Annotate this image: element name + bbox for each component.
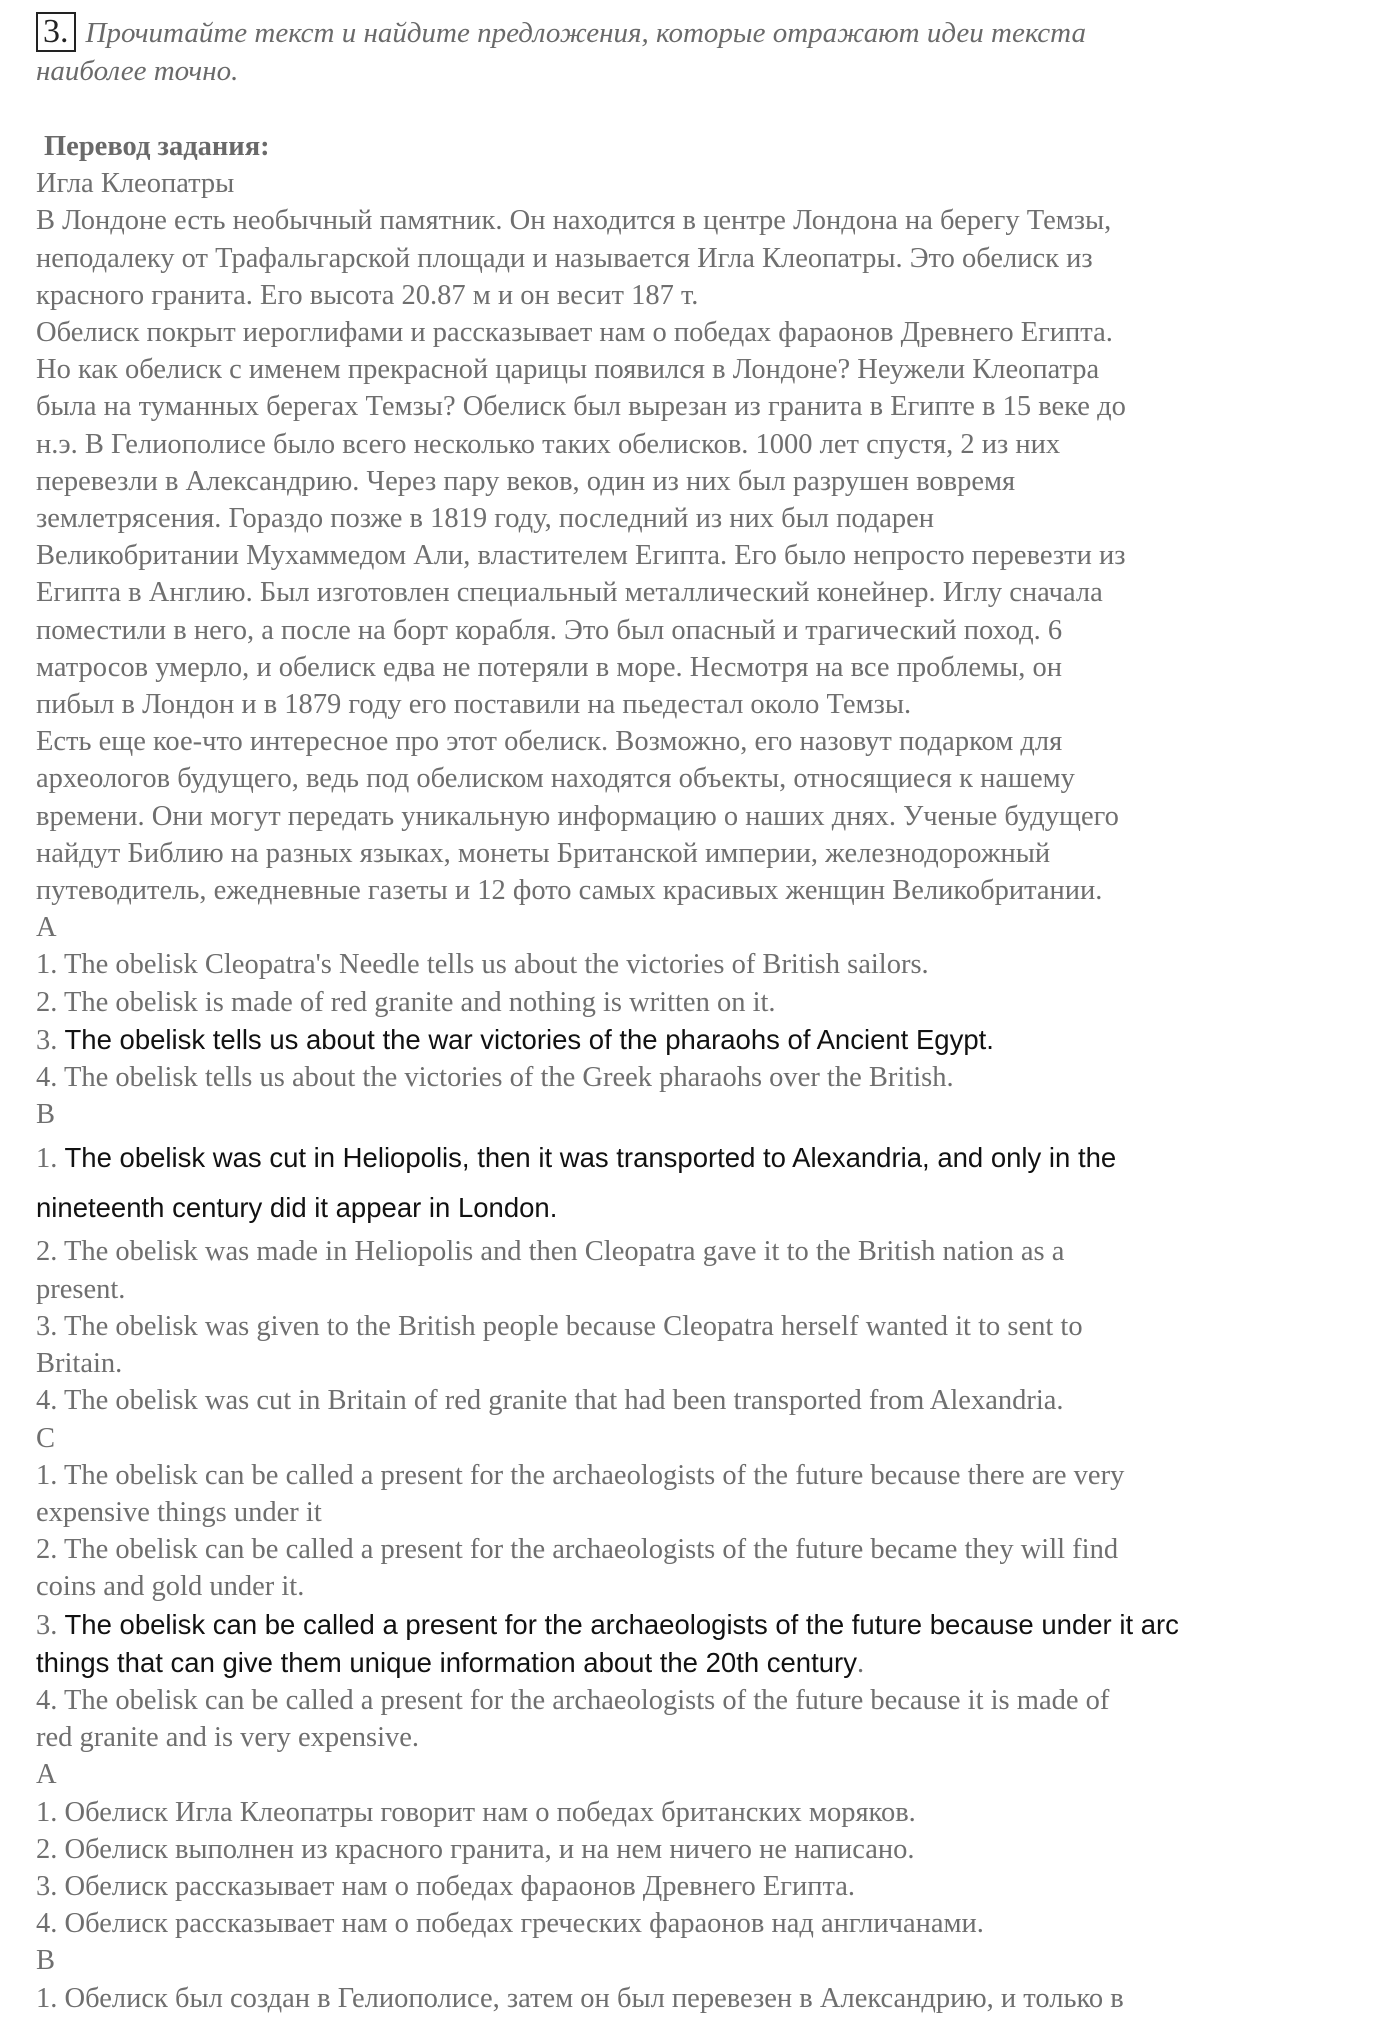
text-line: археологов будущего, ведь под обелиском находятся объекты, относящиеся к нашему	[36, 763, 1075, 795]
task-instruction-line1: Прочитайте текст и найдите предложения, которые отражают идеи текста	[85, 17, 1086, 49]
text-line: матросов умерло, и обелиск едва не потеряли в море. Несмотря на все проблемы, он	[36, 651, 1062, 683]
text-line: Великобритании Мухаммедом Али, властителем Египта. Его было непросто перевезти из	[36, 540, 1126, 572]
document-body	[36, 128, 1376, 2017]
option-line: 2. The obelisk is made of red granite and nothing is written on it.	[36, 986, 776, 1018]
task-instruction	[36, 12, 1376, 90]
option-number: 1.	[36, 1143, 65, 1175]
section-label: B	[36, 1099, 56, 1131]
option-line: 1. The obelisk Cleopatra's Needle tells us about the victories of British sailors.	[36, 949, 929, 981]
russian-section-b	[36, 1942, 1376, 2016]
translation-text	[36, 202, 1376, 909]
correct-option-cont	[36, 1183, 1376, 1233]
option-line: 3. The obelisk was given to the British people because Cleopatra herself wanted it to sent to	[36, 1310, 1083, 1342]
translation-title: Игла Клеопатры	[36, 168, 235, 200]
option-line: 2. The obelisk can be called a present for the archaeologists of the future became they will find	[36, 1534, 1119, 1566]
correct-option-text: nineteenth century did it appear in London.	[36, 1192, 558, 1224]
text-line: Есть еще кое-что интересное про этот обелиск. Возможно, его назовут подарком для	[36, 726, 1063, 758]
text-line: перевезли в Александрию. Через пару веков, один из них был разрушен вовремя	[36, 465, 1016, 497]
option-line: Britain.	[36, 1348, 123, 1380]
correct-option-cont	[36, 1644, 1376, 1682]
option-number: 3.	[36, 1024, 65, 1056]
text-line: поместили в него, а после на борт корабля. Это был опасный и трагический поход. 6	[36, 614, 1063, 646]
text-line: найдут Библию на разных языках, монеты Британской империи, железнодорожный	[36, 837, 1051, 869]
section-label: A	[36, 1759, 57, 1791]
option-line: 1. The obelisk can be called a present for the archaeologists of the future because there are very	[36, 1459, 1125, 1491]
option-line: coins and gold under it.	[36, 1571, 305, 1603]
text-line: времени. Они могут передать уникальную информацию о наших днях. Ученые будущего	[36, 800, 1119, 832]
text-line: В Лондоне есть необычный памятник. Он находится в центре Лондона на берегу Темзы,	[36, 205, 1112, 237]
option-line: present.	[36, 1273, 126, 1305]
option-line: 4. The obelisk tells us about the victories of the Greek pharaohs over the British.	[36, 1062, 954, 1094]
option-line: 4. The obelisk was cut in Britain of red granite that had been transported from Alexandria.	[36, 1385, 1064, 1417]
task-instruction-line2: наиболее точно.	[36, 55, 239, 87]
option-line: 4. The obelisk can be called a present for the archaeologists of the future because it is made of	[36, 1684, 1110, 1716]
english-section-b	[36, 1096, 1376, 1419]
text-line: путеводитель, ежедневные газеты и 12 фото самых красивых женщин Великобритании.	[36, 875, 1103, 907]
section-label: B	[36, 1945, 56, 1977]
option-line: 4. Обелиск рассказывает нам о победах греческих фараонов над англичанами.	[36, 1908, 984, 1940]
text-line: землетрясения. Гораздо позже в 1819 году, последний из них был подарен	[36, 503, 935, 535]
text-line: была на туманных берегах Темзы? Обелиск был вырезан из гранита в Египте в 15 веке до	[36, 391, 1126, 423]
option-line: 2. Обелиск выполнен из красного гранита, и на нем ничего не написано.	[36, 1833, 915, 1865]
option-line: red granite and is very expensive.	[36, 1722, 420, 1754]
english-section-c	[36, 1420, 1376, 1757]
text-line: пибыл в Лондон и в 1879 году его поставили на пьедестал около Темзы.	[36, 689, 912, 721]
correct-option	[36, 1021, 1376, 1059]
english-section-a	[36, 909, 1376, 1096]
option-number: 3.	[36, 1609, 65, 1641]
option-line: 3. Обелиск рассказывает нам о победах фараонов Древнего Египта.	[36, 1870, 856, 1902]
option-line: 1. Обелиск Игла Клеопатры говорит нам о победах британских моряков.	[36, 1796, 916, 1828]
text-line: неподалеку от Трафальгарской площади и называется Игла Клеопатры. Это обелиск из	[36, 242, 1093, 274]
task-header	[36, 12, 1376, 90]
text-line: Но как обелиск с именем прекрасной царицы появился в Лондоне? Неужели Клеопатра	[36, 354, 1100, 386]
option-line: expensive things under it	[36, 1496, 322, 1528]
section-label: A	[36, 912, 57, 944]
section-label: C	[36, 1422, 56, 1454]
task-number-box: 3.	[36, 12, 76, 52]
option-line: 1. Обелиск был создан в Гелиополисе, затем он был перевезен в Александрию, и только в	[36, 1982, 1124, 2014]
option-period: .	[856, 1647, 865, 1679]
text-line: красного гранита. Его высота 20.87 м и он весит 187 т.	[36, 279, 699, 311]
text-line: н.э. В Гелиополисе было всего несколько таких обелисков. 1000 лет спустя, 2 из них	[36, 428, 1061, 460]
correct-option-text: The obelisk was cut in Heliopolis, then it was transported to Alexandria, and only in the	[64, 1142, 1117, 1174]
correct-option-text: The obelisk tells us about the war victories of the pharaohs of Ancient Egypt.	[64, 1023, 994, 1055]
correct-option	[36, 1133, 1376, 1183]
russian-section-a	[36, 1756, 1376, 1942]
translation-heading: Перевод задания:	[44, 131, 270, 162]
correct-option	[36, 1606, 1376, 1644]
correct-option-text: things that can give them unique information about the 20th century	[36, 1646, 857, 1678]
text-line: Египта в Англию. Был изготовлен специальный металлический конейнер. Иглу сначала	[36, 577, 1103, 609]
correct-option-text: The obelisk can be called a present for the archaeologists of the future because under it arc	[64, 1608, 1179, 1640]
text-line: Обелиск покрыт иероглифами и рассказывает нам о победах фараонов Древнего Египта.	[36, 317, 1113, 349]
option-line: 2. The obelisk was made in Heliopolis and then Cleopatra gave it to the British nation as a	[36, 1236, 1065, 1268]
